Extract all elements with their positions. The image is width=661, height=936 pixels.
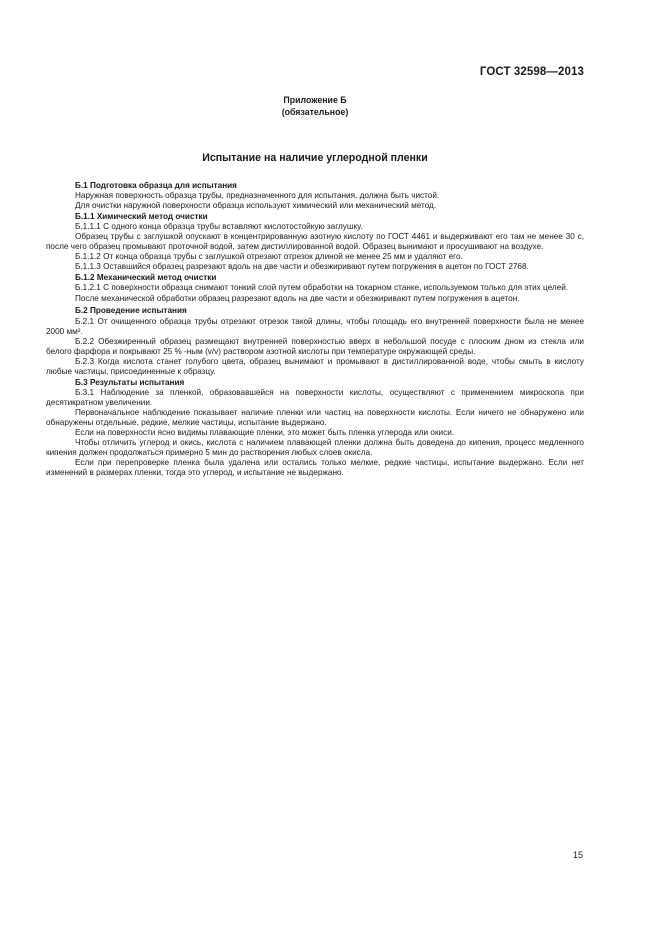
paragraph: Образец трубы с заглушкой опускают в концентрированную азотную кислоту по ГОСТ 4461 и выдерживают его там не менее 30 с, после чего образец промывают проточной водой, затем дистиллированной водой. Образец вынимают и просушивают на воздухе. — [46, 232, 584, 252]
paragraph: Б.2.3 Когда кислота станет голубого цвета, образец вынимают и промывают в дистиллированной воде, чтобы смыть в кислоту любые частицы, присоединенные к образцу. — [46, 356, 584, 376]
paragraph: Б.2.2 Обезжиренный образец размещают внутренней поверхностью вверх в небольшой посуде с плоским дном из стекла или белого фарфора и покрывают 25 % -ным (v/v) раствором азотной кислоты при температуре окружающей среды. — [46, 336, 584, 356]
paragraph: Б.2.1 От очищенного образца трубы отрезают отрезок такой длины, чтобы площадь его внутренней поверхности была не менее 2000 мм². — [46, 316, 584, 336]
paragraph: После механической обработки образец разрезают вдоль на две части и обезжиривают путем погружения в ацетон. — [75, 293, 520, 303]
section-heading: Б.1.2 Механический метод очистки — [75, 273, 217, 283]
paragraph: Для очистки наружной поверхности образца используют химический или механический метод. — [75, 201, 437, 211]
annex-status: (обязательное) — [281, 107, 349, 117]
annex-heading — [0, 94, 630, 118]
annex-title: Приложение Б — [283, 95, 347, 105]
paragraph: Если при перепроверке пленка была удалена или остались только мелкие, редкие частицы, испытание выдержано. Если нет изменений в размерах пленки, тогда это углерод, и испытание не выдержано. — [46, 458, 584, 478]
document-code: ГОСТ 32598—2013 — [479, 66, 584, 78]
section-heading: Б.2 Проведение испытания — [75, 305, 187, 315]
paragraph: Б.1.1.1 С одного конца образца трубы вставляют кислотостойкую заглушку. — [75, 222, 363, 232]
paragraph: Наружная поверхность образца трубы, предназначенного для испытания, должна быть чистой. — [75, 191, 440, 201]
section-heading: Б.3 Результаты испытания — [75, 377, 185, 387]
paragraph: Б.3.1 Наблюдение за пленкой, образовавшейся на поверхности кислоты, осуществляют с применением микроскопа при десятикратном увеличении. — [46, 387, 584, 407]
paragraph: Первоначальное наблюдение показывает наличие пленки или частиц на поверхности кислоты. Если ничего не обнаружено или обнаружены отдельные, редкие, мелкие частицы, испытание выдержано. — [46, 408, 584, 428]
paragraph: Чтобы отличить углерод и окись, кислота с наличием плавающей пленки должна быть доведена до кипения, процесс медленного кипения должен продолжаться примерно 5 мин до растворения любых слоев окисла. — [46, 438, 584, 458]
paragraph: Б.1.2.1 С поверхности образца снимают тонкий слой путем обработки на токарном станке, используемом только для этих целей. — [75, 283, 569, 293]
section-heading: Б.1 Подготовка образца для испытания — [75, 181, 237, 190]
document-body — [46, 180, 584, 478]
section-heading: Б.1.1 Химический метод очистки — [75, 212, 208, 222]
paragraph: Если на поверхности ясно видимы плавающие пленки, это может быть пленка углерода или окиси. — [75, 428, 455, 438]
paragraph: Б.1.1.2 От конца образца трубы с заглушкой отрезают отрезок длиной не менее 25 мм и удаляют его. — [75, 252, 463, 262]
page-number: 15 — [572, 850, 583, 860]
page-title: Испытание на наличие углеродной пленки — [202, 152, 428, 164]
paragraph: Б.1.1.3 Оставшийся образец разрезают вдоль на две части и обезжиривают путем погружения в ацетон по ГОСТ 2768. — [75, 262, 529, 272]
